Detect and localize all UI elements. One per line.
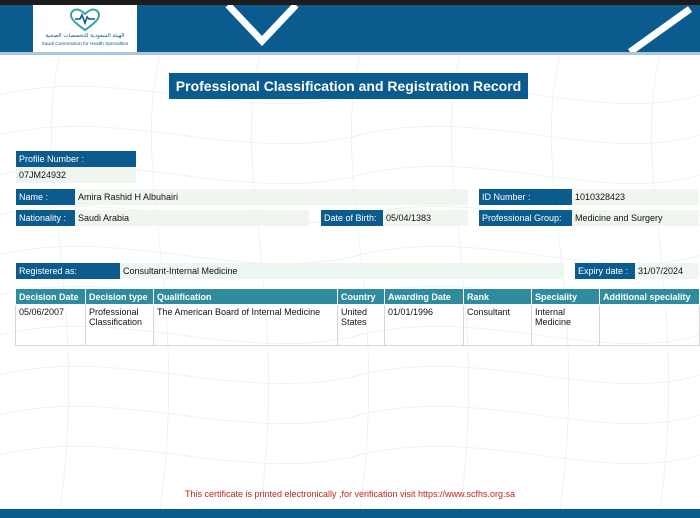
registered-as-value: Consultant-Internal Medicine — [120, 263, 564, 279]
name-label: Name : — [16, 189, 75, 205]
classification-table — [15, 288, 700, 346]
column-header: Rank — [464, 289, 532, 305]
column-header: Awarding Date — [385, 289, 464, 305]
rank-cell: Consultant — [464, 305, 532, 346]
id-number-value: 1010328423 — [572, 189, 699, 205]
column-header: Speciality — [532, 289, 600, 305]
bottom-bar — [0, 509, 700, 518]
header-corner-decoration — [620, 5, 700, 52]
profile-number-value: 07JM24932 — [16, 167, 136, 183]
professional-group-label: Professional Group: — [479, 210, 572, 226]
registered-as-label: Registered as: — [16, 263, 120, 279]
name-value: Amira Rashid H Albuhairi — [75, 189, 468, 205]
table-row — [16, 305, 700, 346]
header-chevron-decoration — [222, 5, 302, 52]
expiry-date-label: Expiry date : — [575, 263, 635, 279]
column-header: Decision Date — [16, 289, 86, 305]
heart-pulse-icon — [69, 8, 101, 32]
id-number-label: ID Number : — [479, 189, 572, 205]
date-of-birth-value: 05/04/1383 — [383, 210, 468, 226]
column-header: Decision type — [86, 289, 154, 305]
table-header-row — [16, 289, 700, 305]
expiry-date-value: 31/07/2024 — [635, 263, 699, 279]
professional-group-value: Medicine and Surgery — [572, 210, 699, 226]
column-header: Country — [338, 289, 385, 305]
additional-speciality-cell — [600, 305, 700, 346]
page-title: Professional Classification and Registration Record — [169, 73, 528, 99]
security-guilloche-background — [0, 55, 700, 510]
profile-number-label: Profile Number : — [16, 151, 136, 167]
nationality-value: Saudi Arabia — [75, 210, 309, 226]
column-header: Additional speciality — [600, 289, 700, 305]
logo-arabic-text: الهيئة السعودية للتخصصات الصحية — [45, 33, 125, 39]
decision-date-cell: 05/06/2007 — [16, 305, 86, 346]
verification-note: This certificate is printed electronically ,for verification visit https://www.scfhs.org.sa — [184, 489, 516, 499]
country-cell: United States — [338, 305, 385, 346]
scfhs-logo — [33, 5, 137, 52]
logo-english-text: Saudi Commission for Health Specialties — [41, 42, 129, 47]
awarding-date-cell: 01/01/1996 — [385, 305, 464, 346]
decision-type-cell: Professional Classification — [86, 305, 154, 346]
page-header — [0, 5, 700, 52]
date-of-birth-label: Date of Birth: — [321, 210, 383, 226]
speciality-cell: Internal Medicine — [532, 305, 600, 346]
column-header: Qualification — [154, 289, 338, 305]
qualification-cell: The American Board of Internal Medicine — [154, 305, 338, 346]
nationality-label: Nationality : — [16, 210, 75, 226]
